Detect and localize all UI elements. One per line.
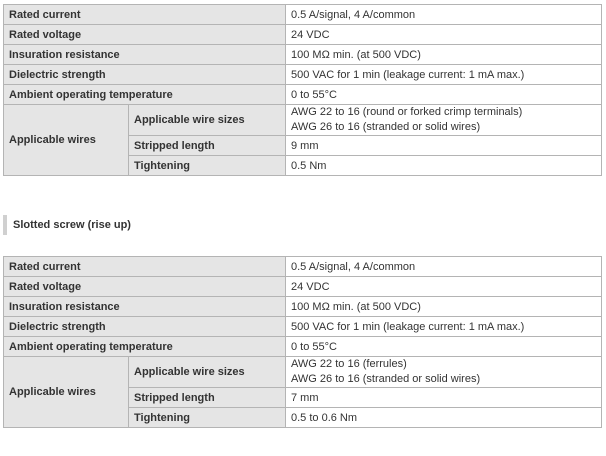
table-row	[4, 5, 602, 25]
row-label-rated-current: Rated current	[4, 257, 286, 277]
row-value-dielectric-strength: 500 VAC for 1 min (leakage current: 1 mA max.)	[286, 317, 602, 337]
table-row	[4, 85, 602, 105]
row-label-tightening: Tightening	[129, 408, 286, 428]
wire-size-line: AWG 22 to 16 (round or forked crimp terminals)	[291, 106, 523, 118]
row-label-applicable-wires: Applicable wires	[4, 357, 129, 428]
row-value-ambient-temperature: 0 to 55°C	[286, 85, 602, 105]
row-value-rated-current: 0.5 A/signal, 4 A/common	[286, 5, 602, 25]
row-value-ambient-temperature: 0 to 55°C	[286, 337, 602, 357]
wire-size-line: AWG 26 to 16 (stranded or solid wires)	[291, 121, 481, 133]
row-label-stripped-length: Stripped length	[129, 136, 286, 156]
table-row	[4, 105, 602, 136]
row-label-stripped-length: Stripped length	[129, 388, 286, 408]
row-value-tightening: 0.5 Nm	[286, 156, 602, 176]
row-value-wire-sizes	[286, 357, 602, 388]
row-value-wire-sizes	[286, 105, 602, 136]
row-label-dielectric-strength: Dielectric strength	[4, 65, 286, 85]
row-value-rated-current: 0.5 A/signal, 4 A/common	[286, 257, 602, 277]
row-label-wire-sizes: Applicable wire sizes	[129, 105, 286, 136]
row-label-wire-sizes: Applicable wire sizes	[129, 357, 286, 388]
table-row	[4, 297, 602, 317]
row-value-rated-voltage: 24 VDC	[286, 25, 602, 45]
row-label-ambient-temperature: Ambient operating temperature	[4, 337, 286, 357]
spec-table-1	[3, 4, 602, 176]
table-row	[4, 65, 602, 85]
row-value-dielectric-strength: 500 VAC for 1 min (leakage current: 1 mA max.)	[286, 65, 602, 85]
table-row	[4, 25, 602, 45]
row-label-insulation-resistance: Insuration resistance	[4, 297, 286, 317]
table-row	[4, 257, 602, 277]
row-value-stripped-length: 9 mm	[286, 136, 602, 156]
row-label-rated-voltage: Rated voltage	[4, 277, 286, 297]
table-row	[4, 337, 602, 357]
row-label-ambient-temperature: Ambient operating temperature	[4, 85, 286, 105]
row-value-insulation-resistance: 100 MΩ min. (at 500 VDC)	[286, 45, 602, 65]
row-label-insulation-resistance: Insuration resistance	[4, 45, 286, 65]
table-row	[4, 45, 602, 65]
row-label-rated-voltage: Rated voltage	[4, 25, 286, 45]
section-heading-slotted-screw: Slotted screw (rise up)	[3, 215, 131, 235]
table-row	[4, 317, 602, 337]
spec-table-2	[3, 256, 602, 428]
row-label-applicable-wires: Applicable wires	[4, 105, 129, 176]
row-value-tightening: 0.5 to 0.6 Nm	[286, 408, 602, 428]
row-label-tightening: Tightening	[129, 156, 286, 176]
row-value-rated-voltage: 24 VDC	[286, 277, 602, 297]
wire-size-line: AWG 22 to 16 (ferrules)	[291, 358, 407, 370]
wire-size-line: AWG 26 to 16 (stranded or solid wires)	[291, 373, 481, 385]
row-label-rated-current: Rated current	[4, 5, 286, 25]
row-label-dielectric-strength: Dielectric strength	[4, 317, 286, 337]
row-value-stripped-length: 7 mm	[286, 388, 602, 408]
row-value-insulation-resistance: 100 MΩ min. (at 500 VDC)	[286, 297, 602, 317]
table-row	[4, 277, 602, 297]
table-row	[4, 357, 602, 388]
